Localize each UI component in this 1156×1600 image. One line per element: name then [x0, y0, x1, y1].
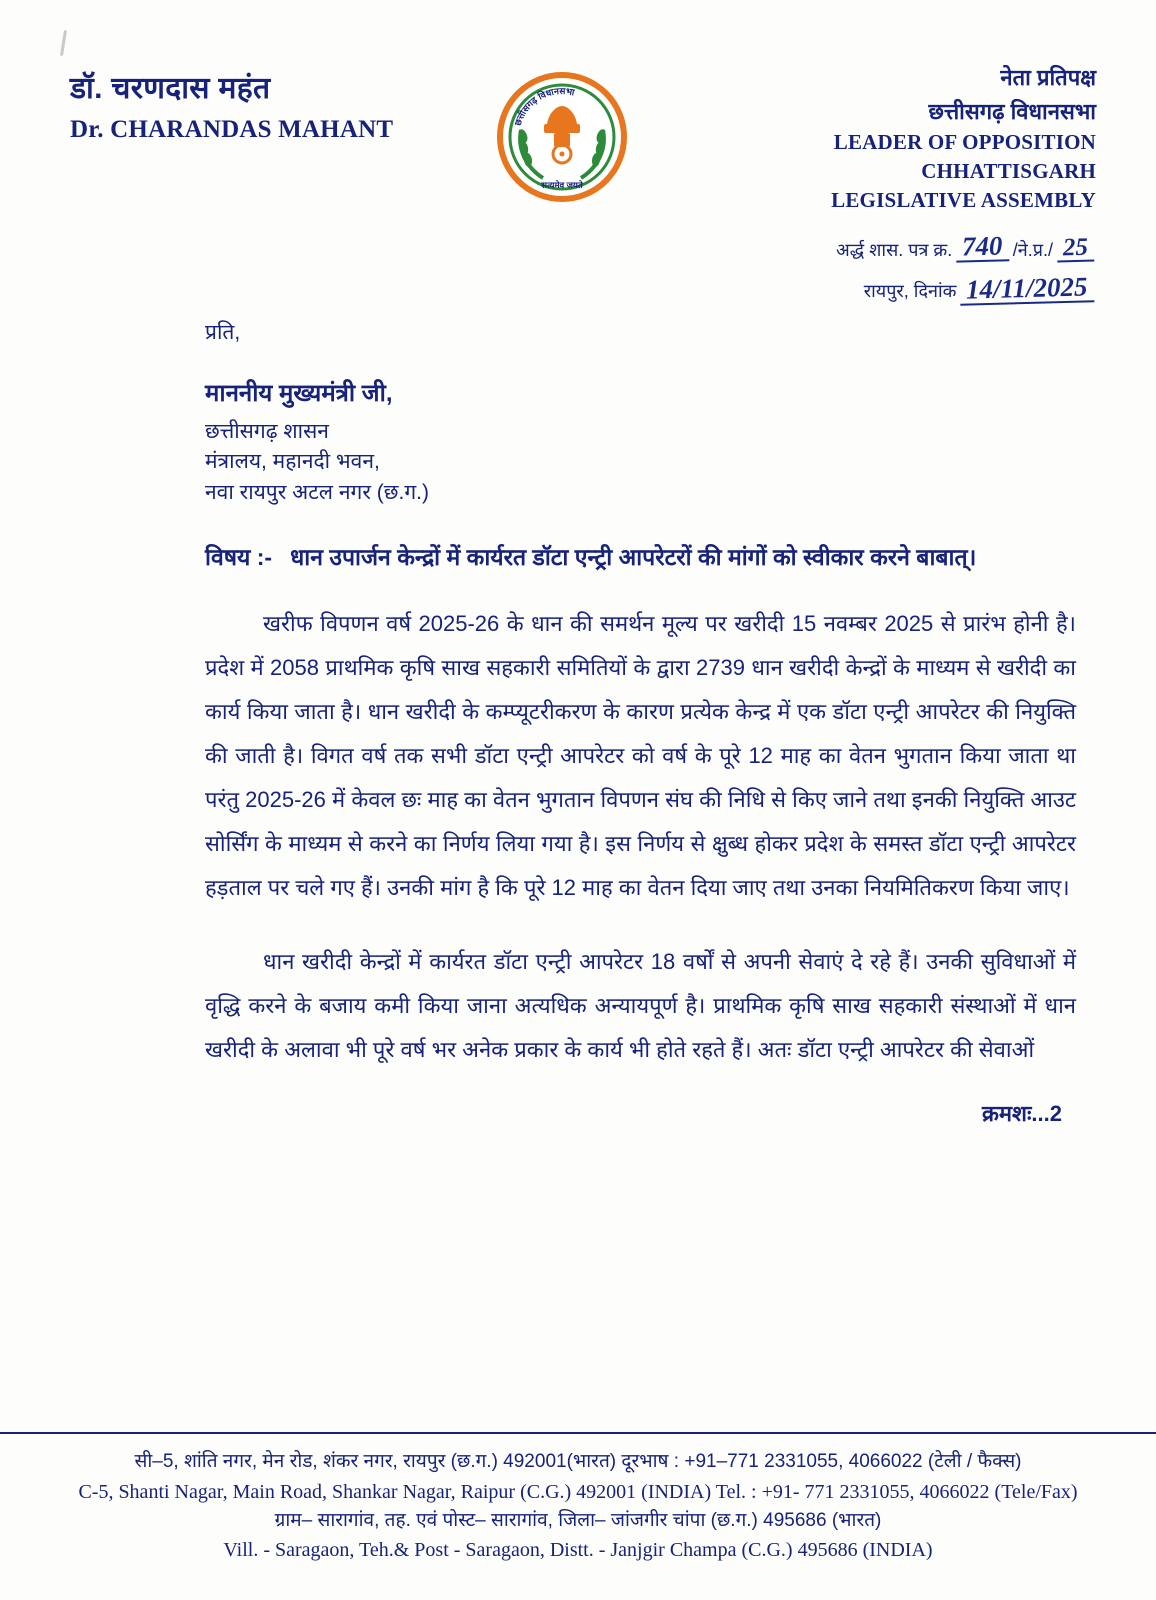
- reference-separator: /ने.प्र./: [1012, 239, 1053, 260]
- svg-text:छत्तीसगढ़ विधानसभा: छत्तीसगढ़ विधानसभा: [512, 85, 576, 127]
- subject-label: विषय :-: [205, 544, 273, 571]
- reference-block: [624, 220, 1094, 303]
- reference-year-value: 25: [1057, 235, 1095, 262]
- designation-block: [626, 62, 1096, 213]
- sender-name-english: Dr. CHARANDAS MAHANT: [70, 116, 394, 143]
- footer-address: [40, 1448, 1116, 1565]
- reference-number-label: अर्द्ध शास. पत्र क्र.: [836, 239, 953, 260]
- reference-number-line: [624, 230, 1094, 262]
- svg-text:सत्यमेव जयते: सत्यमेव जयते: [541, 180, 583, 190]
- assembly-emblem-icon: [497, 72, 627, 202]
- footer-line-hindi-1: सी–5, शांति नगर, मेन रोड, शंकर नगर, रायपुर (छ.ग.) 492001(भारत) दूरभाष : +91–771 2331055, 4066022 (टेली / फैक्स): [134, 1451, 1022, 1472]
- letterhead: [60, 52, 1096, 305]
- paragraph-2: धान खरीदी केन्द्रों में कार्यरत डॉटा एन्ट्री आपरेटर 18 वर्षों से अपनी सेवाएं दे रहे हैं। उनकी सुविधाओं में वृद्धि करने के बजाय कमी किया जाना अत्यधिक अन्यायपूर्ण है। प्राथमिक कृषि साख सहकारी संस्थाओं में धान खरीदी के अलावा भी पूरे वर्ष भर अनेक प्रकार के कार्य भी होते रहते हैं। अतः डॉटा एन्ट्री आपरेटर की सेवाओं: [205, 948, 1076, 1062]
- designation-hindi-2: छत्तीसगढ़ विधानसभा: [928, 99, 1096, 124]
- sender-name-hindi: डॉ. चरणदास महंत: [70, 72, 271, 105]
- designation-english-3: LEGISLATIVE ASSEMBLY: [831, 188, 1096, 212]
- footer-line-hindi-2: ग्राम– सारागांव, तह. एवं पोस्ट– सारागांव, जिला– जांजगीर चांपा (छ.ग.) 495686 (भारत): [274, 1509, 882, 1531]
- addressee-line-2: छत्तीसगढ़ शासन: [205, 420, 329, 443]
- addressee-line-1: माननीय मुख्यमंत्री जी,: [205, 380, 393, 407]
- paragraph-1: खरीफ विपणन वर्ष 2025-26 के धान की समर्थन मूल्य पर खरीदी 15 नवम्बर 2025 से प्रारंभ होनी है। प्रदेश में 2058 प्राथमिक कृषि साख सहकारी समितियों के द्वारा 2739 धान खरीदी केन्द्रों के माध्यम से खरीदी का कार्य किया जाता है। धान खरीदी के कम्प्यूटरीकरण के कारण प्रत्येक केन्द्र में एक डॉटा एन्ट्री आपरेटर की नियुक्ति की जाती है। विगत वर्ष तक सभी डॉटा एन्ट्री आपरेटर को वर्ष के पूरे 12 माह का वेतन भुगतान किया जाता था परंतु 2025-26 में केवल छः माह का वेतन भुगतान विपणन संघ की निधि से किए जाने तथा इनकी नियुक्ति आउट सोर्सिंग के माध्यम से करने का निर्णय लिया गया है। इस निर्णय से क्षुब्ध होकर प्रदेश के समस्त डॉटा एन्ट्री आपरेटर हड़ताल पर चले गए हैं। उनकी मांग है कि पूरे 12 माह का वेतन दिया जाए तथा उनका नियमितिकरण किया जाए।: [205, 610, 1076, 900]
- footer-line-english-1: C-5, Shanti Nagar, Main Road, Shankar Nagar, Raipur (C.G.) 492001 (INDIA) Tel. : +91- 771 2331055, 4066022 (Tele/Fax): [78, 1480, 1078, 1503]
- reference-date-line: [624, 271, 1094, 305]
- designation-english-2: CHHATTISGARH: [921, 159, 1096, 183]
- footer-line-english-2: Vill. - Saragaon, Teh.& Post - Saragaon, Distt. - Janjgir Champa (C.G.) 495686 (INDIA): [223, 1539, 933, 1561]
- addressee-block: [205, 376, 1076, 508]
- reference-number-value: 740: [956, 233, 1009, 262]
- addressee-line-4: नवा रायपुर अटल नगर (छ.ग.): [205, 480, 429, 504]
- designation-english-1: LEADER OF OPPOSITION: [833, 130, 1096, 154]
- continuation-marker: क्रमशः...2: [981, 1100, 1062, 1126]
- sender-identity: [70, 66, 490, 144]
- salutation-to: प्रति,: [205, 321, 241, 344]
- footer-divider: [0, 1432, 1156, 1434]
- addressee-line-3: मंत्रालय, महानदी भवन,: [205, 450, 380, 474]
- reference-date-value: 14/11/2025: [960, 274, 1094, 305]
- reference-date-label: रायपुर, दिनांक: [863, 281, 957, 302]
- subject-block: [205, 540, 1076, 576]
- designation-hindi-1: नेता प्रतिपक्ष: [1000, 65, 1096, 90]
- letter-body: [205, 318, 1076, 1128]
- subject-text: धान उपार्जन केन्द्रों में कार्यरत डॉटा एन्ट्री आपरेटरों की मांगों को स्वीकार करने बाबात्।: [290, 544, 977, 571]
